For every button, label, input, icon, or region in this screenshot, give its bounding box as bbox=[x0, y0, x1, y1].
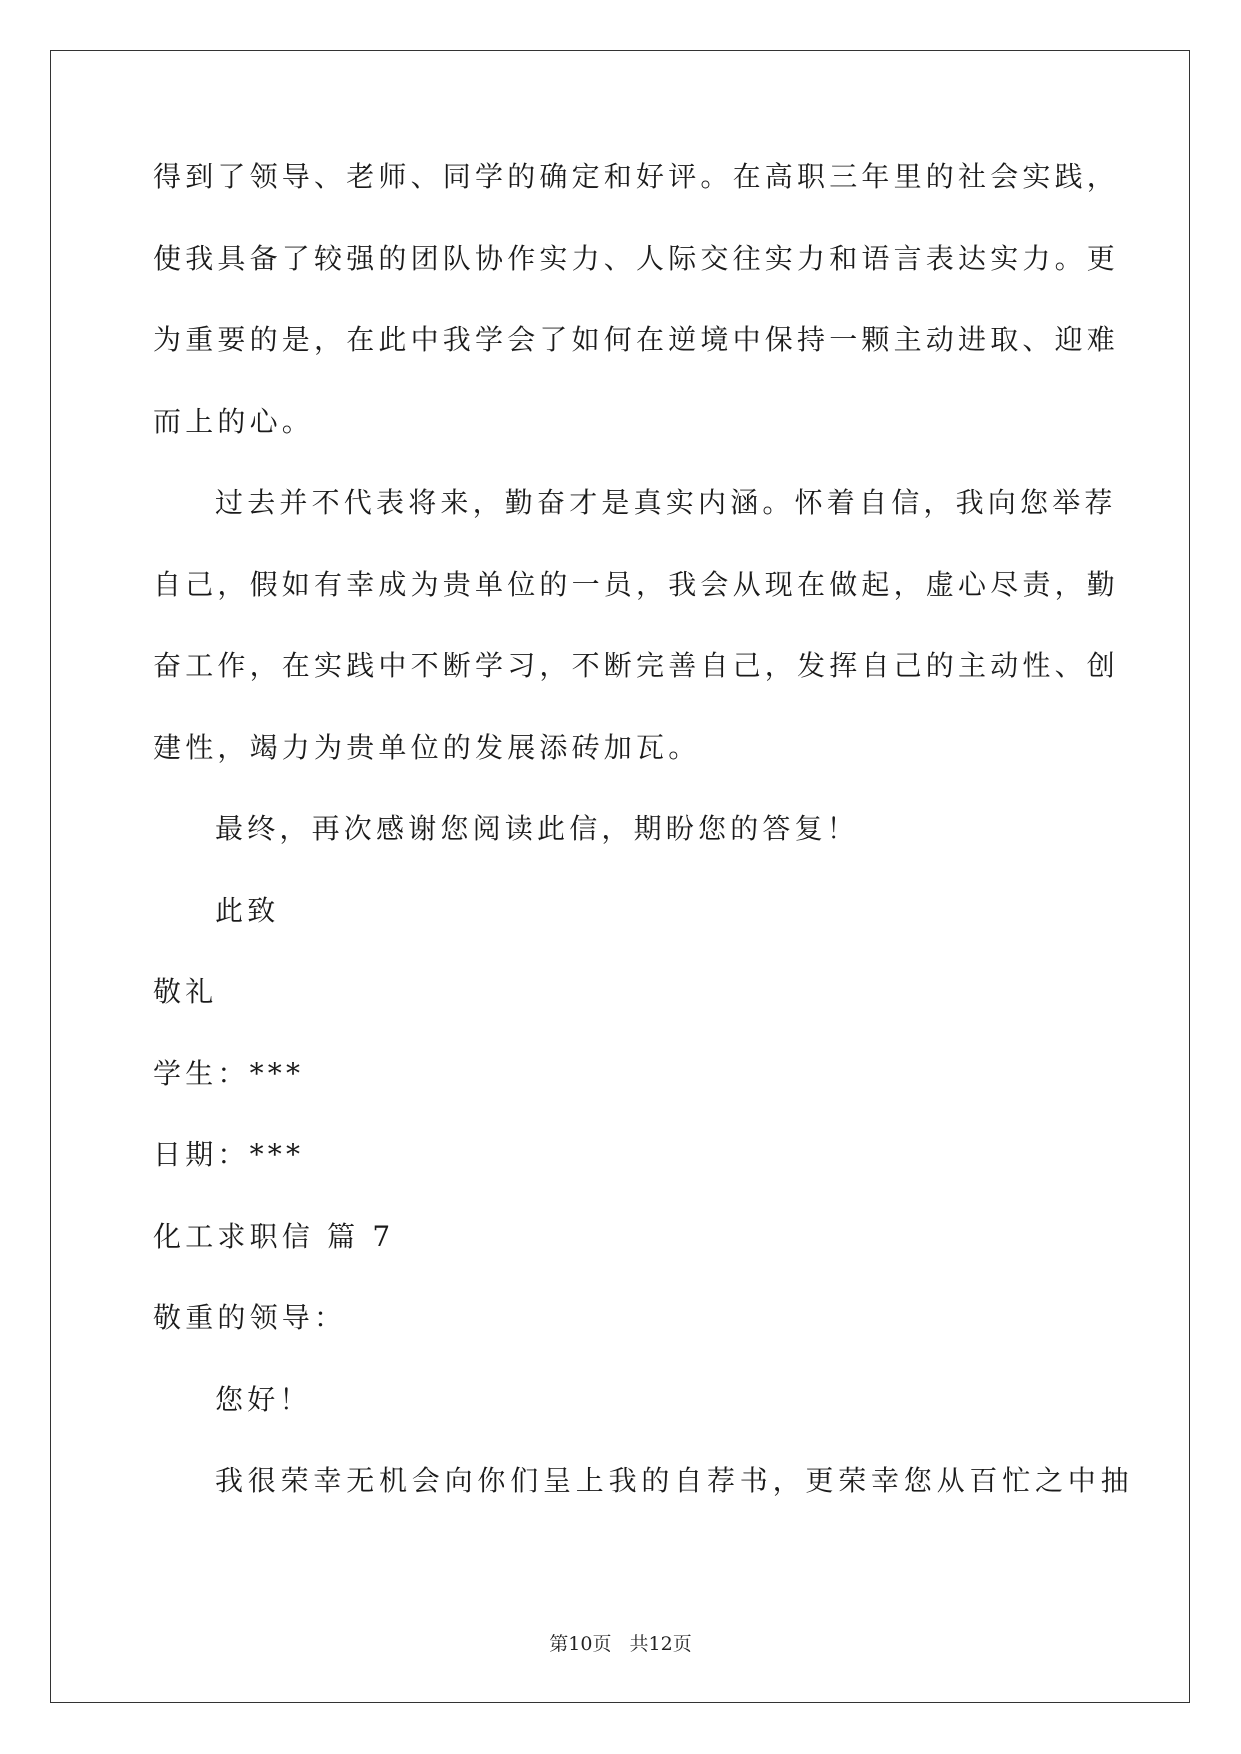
signature-date: 日期：*** bbox=[153, 1138, 305, 1171]
section-heading: 化工求职信 篇 7 bbox=[153, 1219, 395, 1253]
body-line: 过去并不代表将来，勤奋才是真实内涵。怀着自信，我向您举荐 bbox=[215, 486, 1117, 519]
body-line: 使我具备了较强的团队协作实力、人际交往实力和语言表达实力。更 bbox=[153, 241, 1120, 275]
greeting: 敬重的领导： bbox=[153, 1301, 347, 1334]
body-line: 奋工作，在实践中不断学习，不断完善自己，发挥自己的主动性、创 bbox=[153, 649, 1120, 682]
total-page-count: 共12页 bbox=[629, 1633, 692, 1655]
salutation-regards: 敬礼 bbox=[153, 975, 218, 1008]
body-line: 得到了领导、老师、同学的确定和好评。在高职三年里的社会实践， bbox=[153, 160, 1120, 193]
body-line: 而上的心。 bbox=[153, 404, 315, 438]
body-line: 为重要的是，在此中我学会了如何在逆境中保持一颗主动进取、迎难 bbox=[153, 323, 1120, 356]
greeting-hello: 您好！ bbox=[215, 1382, 312, 1416]
salutation-close: 此致 bbox=[215, 893, 280, 927]
body-line: 我很荣幸无机会向你们呈上我的自荐书，更荣幸您从百忙之中抽 bbox=[215, 1464, 1134, 1497]
page-footer bbox=[0, 1632, 1241, 1656]
body-line: 建性，竭力为贵单位的发展添砖加瓦。 bbox=[153, 730, 701, 764]
current-page-number: 第10页 bbox=[549, 1633, 612, 1655]
letter-body bbox=[153, 160, 1134, 1546]
body-line: 自己，假如有幸成为贵单位的一员，我会从现在做起，虚心尽责，勤 bbox=[153, 567, 1120, 601]
signature-student: 学生：*** bbox=[153, 1056, 305, 1090]
closing-thanks: 最终，再次感谢您阅读此信，期盼您的答复！ bbox=[215, 812, 860, 845]
